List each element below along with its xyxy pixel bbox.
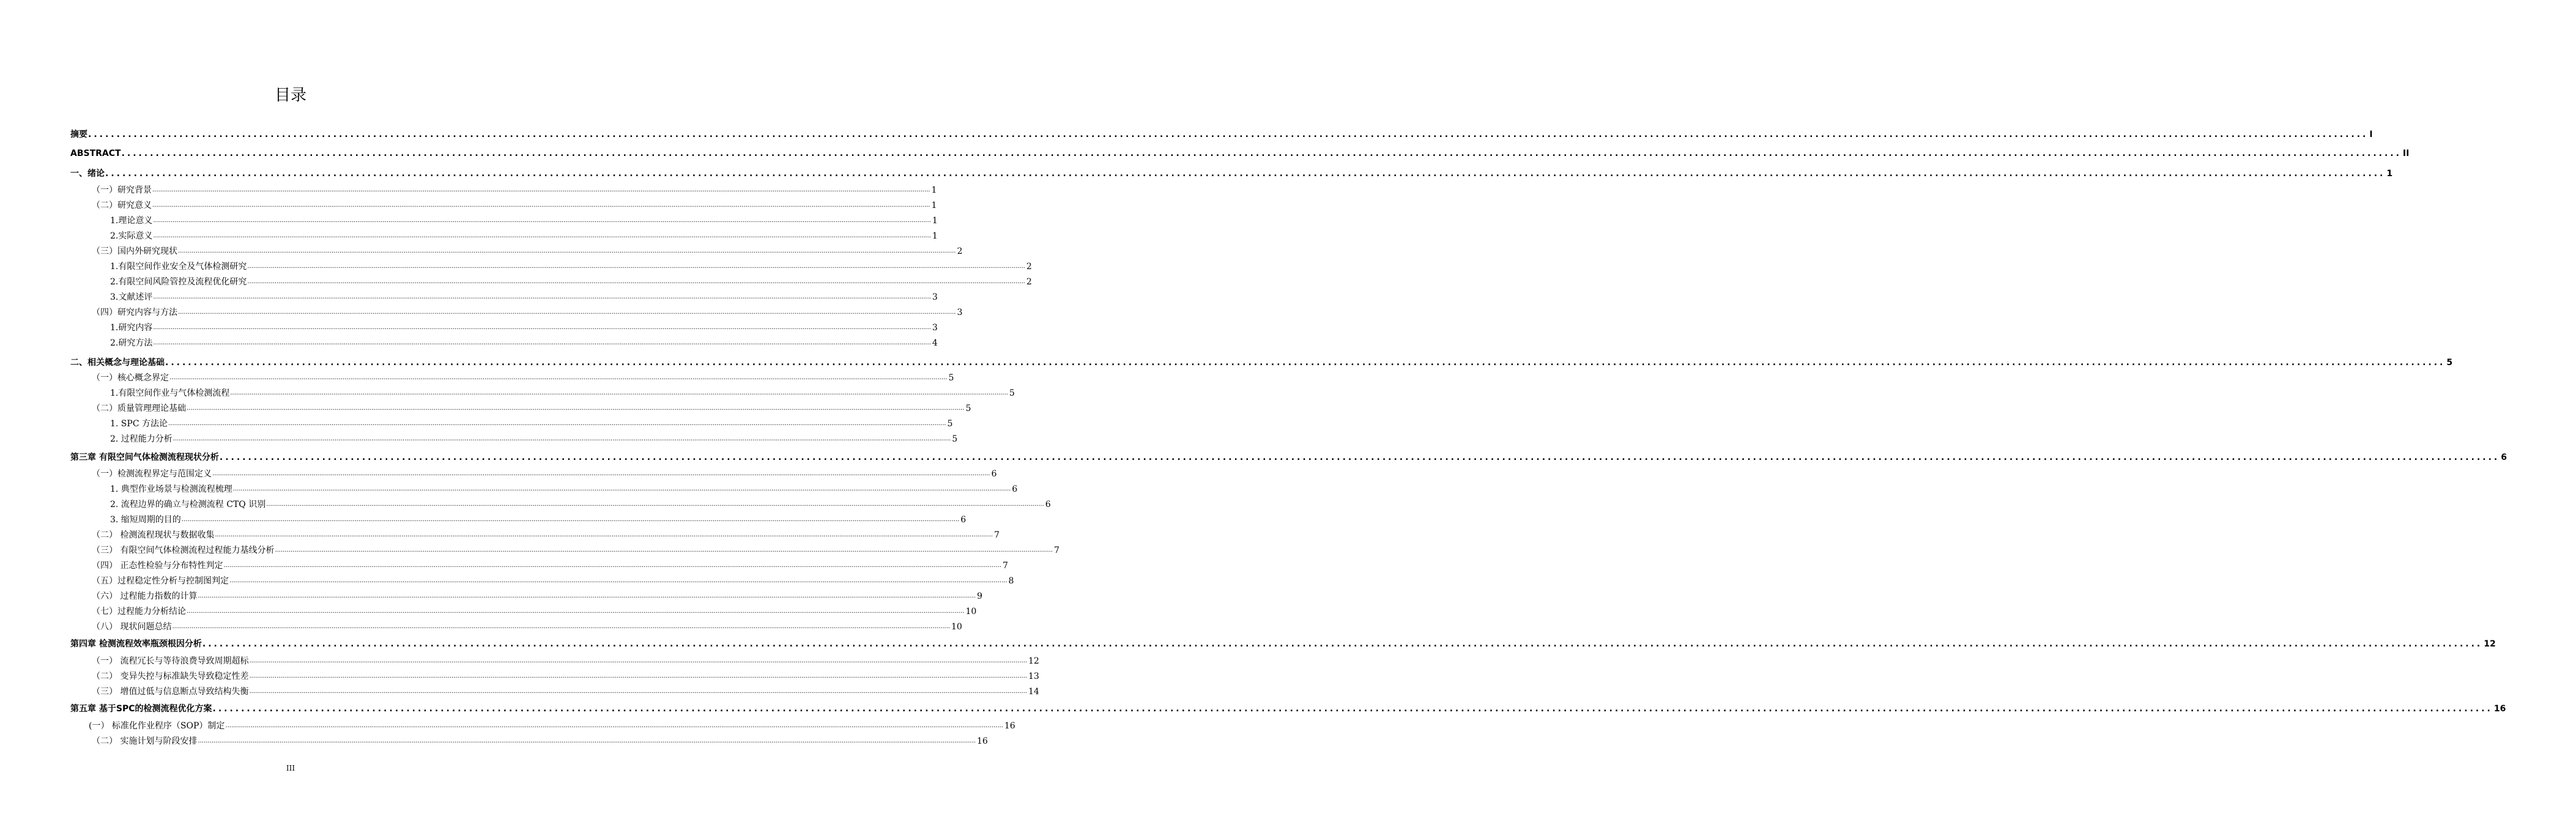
toc-entry[interactable] [0,416,953,429]
toc-entry-label: 2.有限空间风险管控及流程优化研究 [110,277,247,287]
toc-entry[interactable] [0,431,958,445]
toc-entry-page: 6 [2501,453,2507,462]
toc-entry[interactable] [0,305,963,318]
toc-leader-dots: ................................................................................................................................................................................................................................................................................................................................................................................................................ [152,202,930,209]
toc-entry-label: 3. 缩短周期的目的 [110,515,181,525]
toc-leader-dots: ................................................................................................................................................................................................................................................................................................................................................................................................................ [173,435,951,442]
toc-entry[interactable] [0,182,937,196]
toc-entry[interactable] [0,588,982,602]
toc-entry-label: （三）国内外研究现状 [92,246,177,256]
toc-leader-dots: ................................................................................................................................................................................................................................................................................................................................................................................................................ [153,339,931,346]
toc-leader-dots: ................................................................................................................................................................................................................................................................................................................................................................................................................ [212,704,2493,714]
toc-leader-dots: ................................................................................................................................................................................................................................................................................................................................................................................................................ [266,501,1044,508]
toc-entry-label: ABSTRACT [70,149,121,158]
toc-leader-dots: ................................................................................................................................................................................................................................................................................................................................................................................................................ [153,232,931,239]
toc-entry-page: 10 [951,622,962,632]
toc-leader-dots: ................................................................................................................................................................................................................................................................................................................................................................................................................ [178,248,956,254]
toc-entry-label: （七）过程能力分析结论 [92,607,186,616]
toc-leader-dots: ................................................................................................................................................................................................................................................................................................................................................................................................................ [153,324,931,331]
toc-entry-page: 2 [957,246,963,256]
toc-entry-label: 第三章 有限空间气体检测流程现状分析 [70,453,219,462]
toc-entry-page: 5 [952,434,958,444]
toc-entry-label: 1.有限空间作业与气体检测流程 [110,388,230,398]
toc-entry-label: 2.实际意义 [110,231,153,241]
toc-entry-label: 第四章 检测流程效率瓶颈根因分析 [70,639,202,649]
toc-entry-page: 12 [1028,656,1039,666]
toc-entry-label: （二） 实施计划与阶段安排 [92,736,198,746]
toc-entry[interactable] [0,558,1008,571]
toc-entry-page: 6 [1012,484,1018,494]
toc-entry-page: 2 [1026,262,1032,272]
toc-entry-page: I [2369,130,2373,139]
toc-entry-label: 2. 流程边界的确立与检测流程 CTQ 识别 [110,500,266,509]
toc-entry-page: 6 [991,469,997,479]
toc-entry[interactable] [0,542,1060,556]
toc-entry[interactable] [0,385,1015,399]
toc-entry-page: 5 [947,419,953,429]
toc-entry-page: 5 [965,404,971,413]
toc-leader-dots: ................................................................................................................................................................................................................................................................................................................................................................................................................ [225,722,1003,729]
toc-entry[interactable] [0,466,997,480]
toc-entry-page: 14 [1028,687,1039,697]
toc-entry-label: （二） 变异失控与标准缺失导致稳定性差 [92,672,249,681]
toc-entry-label: （八） 现状问题总结 [92,622,172,632]
toc-leader-dots: ................................................................................................................................................................................................................................................................................................................................................................................................................ [178,309,956,316]
toc-leader-dots: ................................................................................................................................................................................................................................................................................................................................................................................................................ [153,294,931,300]
toc-entry-page: 1 [932,216,938,226]
toc-entry[interactable] [0,718,1015,731]
toc-entry-page: 7 [993,530,1000,540]
toc-leader-dots: ................................................................................................................................................................................................................................................................................................................................................................................................................ [172,623,950,630]
toc-entry[interactable] [0,127,2373,140]
toc-leader-dots: ................................................................................................................................................................................................................................................................................................................................................................................................................ [249,673,1027,679]
toc-entry-label: （四）研究内容与方法 [92,308,177,317]
toc-entry-label: （四） 正态性检验与分布特性判定 [92,561,223,571]
toc-entry-page: 3 [932,323,938,333]
toc-entry-label: （二）质量管理理论基础 [92,404,186,413]
toc-entry[interactable] [0,573,1014,587]
toc-entry-page: 16 [976,736,988,746]
toc-leader-dots: ................................................................................................................................................................................................................................................................................................................................................................................................................ [187,608,965,615]
toc-leader-dots: ................................................................................................................................................................................................................................................................................................................................................................................................................ [232,486,1011,492]
toc-entry-page: 3 [957,308,963,317]
toc-entry[interactable] [0,166,2393,179]
toc-entry-label: 2.研究方法 [110,338,153,348]
toc-entry-label: （二） 检测流程现状与数据收集 [92,530,215,540]
toc-leader-dots: ................................................................................................................................................................................................................................................................................................................................................................................................................ [169,374,948,381]
toc-leader-dots: ................................................................................................................................................................................................................................................................................................................................................................................................................ [223,562,1001,569]
toc-entry[interactable] [0,228,938,242]
toc-leader-dots: ................................................................................................................................................................................................................................................................................................................................................................................................................ [152,187,930,193]
toc-leader-dots: ................................................................................................................................................................................................................................................................................................................................................................................................................ [230,390,1008,396]
toc-entry-label: 1.研究内容 [110,323,153,333]
toc-entry-page: 5 [948,373,954,383]
toc-entry-label: （一）研究背景 [92,185,152,195]
toc-entry-label: （三） 有限空间气体检测流程过程能力基线分析 [92,546,275,555]
toc-entry[interactable] [0,259,1032,272]
toc-entry[interactable] [0,213,938,226]
toc-entry-label: （一）核心概念界定 [92,373,169,383]
toc-entry[interactable] [0,619,962,632]
toc-entry[interactable] [0,604,977,617]
toc-leader-dots: ................................................................................................................................................................................................................................................................................................................................................................................................................ [275,547,1053,554]
toc-entry-page: 8 [1008,576,1014,586]
toc-entry-label: 2. 过程能力分析 [110,434,173,444]
toc-entry-page: 1 [932,231,938,241]
toc-leader-dots: ................................................................................................................................................................................................................................................................................................................................................................................................................ [249,688,1027,695]
toc-entry[interactable] [0,335,938,349]
toc-leader-dots: ................................................................................................................................................................................................................................................................................................................................................................................................................ [165,358,2446,368]
toc-leader-dots: ................................................................................................................................................................................................................................................................................................................................................................................................................ [105,169,2386,179]
toc-entry-page: 4 [932,338,938,348]
toc-leader-dots: ................................................................................................................................................................................................................................................................................................................................................................................................................ [198,738,976,744]
toc-leader-dots: ................................................................................................................................................................................................................................................................................................................................................................................................................ [168,420,946,427]
toc-entry[interactable] [0,636,2496,650]
toc-leader-dots: ................................................................................................................................................................................................................................................................................................................................................................................................................ [229,577,1008,584]
toc-leader-dots: ................................................................................................................................................................................................................................................................................................................................................................................................................ [153,217,931,224]
toc-entry-page: 13 [1028,672,1039,681]
toc-entry-label: （一）检测流程界定与范围定义 [92,469,212,479]
toc-entry[interactable] [0,733,988,747]
toc-entry[interactable] [0,198,937,211]
toc-leader-dots: ................................................................................................................................................................................................................................................................................................................................................................................................................ [249,657,1027,664]
toc-entry[interactable] [0,701,2506,714]
toc-entry-label: （三） 增值过低与信息断点导致结构失衡 [92,687,249,697]
toc-leader-dots: ................................................................................................................................................................................................................................................................................................................................................................................................................ [247,278,1025,285]
toc-entry-page: 6 [1045,500,1051,509]
toc-leader-dots: ................................................................................................................................................................................................................................................................................................................................................................................................................ [212,470,990,477]
toc-entry-label: 1.理论意义 [110,216,153,226]
toc-entry[interactable] [0,481,1018,495]
toc-entry-page: 10 [965,607,977,616]
toc-entry-label: 二、相关概念与理论基础 [70,358,165,368]
toc-entry[interactable] [0,668,1039,682]
toc-entry[interactable] [0,355,2453,368]
toc-leader-dots: ................................................................................................................................................................................................................................................................................................................................................................................................................ [219,453,2500,462]
toc-entry-page: 5 [1009,388,1015,398]
toc-entry[interactable] [0,512,967,525]
toc-entry-label: （一） 流程冗长与等待浪费导致周期超标 [92,656,249,666]
toc-entry[interactable] [0,653,1039,667]
toc-entry-page: 1 [931,185,937,195]
toc-entry-page: II [2402,149,2410,158]
toc-entry[interactable] [0,289,938,303]
toc-entry-label: 一、绪论 [70,169,105,179]
toc-title: 目录 [274,86,306,105]
toc-entry[interactable] [0,684,1039,697]
toc-entry-label: 3.文献述评 [110,292,153,302]
toc-leader-dots: ................................................................................................................................................................................................................................................................................................................................................................................................................ [198,593,976,599]
toc-entry-label: 1. 典型作业场景与检测流程梳理 [110,484,232,494]
toc-leader-dots: ................................................................................................................................................................................................................................................................................................................................................................................................................ [181,516,960,523]
toc-leader-dots: ................................................................................................................................................................................................................................................................................................................................................................................................................ [247,263,1025,270]
toc-entry-page: 12 [2484,639,2496,649]
toc-entry[interactable] [0,274,1032,287]
toc-entry[interactable] [0,146,2410,159]
toc-entry-label: (一） 标准化作业程序（SOP）制定 [89,721,225,731]
toc-entry[interactable] [0,243,963,257]
toc-entry-page: 7 [1053,546,1060,555]
toc-leader-dots: ................................................................................................................................................................................................................................................................................................................................................................................................................ [121,149,2402,158]
toc-entry-page: 3 [932,292,938,302]
toc-leader-dots: ................................................................................................................................................................................................................................................................................................................................................................................................................ [202,639,2483,649]
toc-entry[interactable] [0,527,1000,541]
toc-entry-page: 2 [1026,277,1032,287]
toc-entry-page: 1 [931,201,937,210]
toc-entry-page: 1 [2386,169,2393,179]
toc-entry-label: （六） 过程能力指数的计算 [92,591,198,601]
toc-entry-label: （二）研究意义 [92,201,152,210]
toc-entry-label: （五）过程稳定性分析与控制图判定 [92,576,229,586]
toc-entry[interactable] [0,320,938,333]
toc-entry-page: 6 [960,515,967,525]
toc-entry-label: 1. SPC 方法论 [110,419,168,429]
toc-entry-page: 16 [2493,704,2506,714]
toc-entry-label: 第五章 基于SPC的检测流程优化方案 [70,704,212,714]
page-number: III [286,764,295,772]
toc-entry-page: 9 [976,591,982,601]
toc-entry-page: 7 [1002,561,1008,571]
toc-entry-page: 5 [2446,358,2453,368]
toc-leader-dots: ................................................................................................................................................................................................................................................................................................................................................................................................................ [215,531,993,538]
toc-entry-label: 1.有限空间作业安全及气体检测研究 [110,262,247,272]
toc-entry-page: 16 [1004,721,1015,731]
toc-entry[interactable] [0,450,2507,463]
toc-leader-dots: ................................................................................................................................................................................................................................................................................................................................................................................................................ [88,130,2369,139]
toc-entry[interactable] [0,401,971,414]
toc-leader-dots: ................................................................................................................................................................................................................................................................................................................................................................................................................ [187,405,965,412]
toc-entry-label: 摘要 [70,130,87,139]
toc-entry[interactable] [0,370,954,383]
toc-entry[interactable] [0,497,1051,510]
